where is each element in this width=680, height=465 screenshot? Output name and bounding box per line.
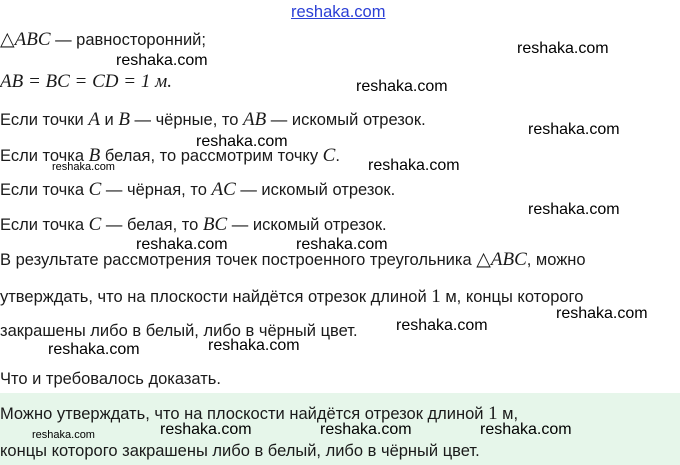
watermark: reshaka.com	[296, 236, 388, 253]
line-conclusion-1: В результате рассмотрения точек построенного треугольника △ABC, можно	[0, 249, 586, 270]
line-equal-sides: AB = BC = CD = 1 м.	[0, 71, 172, 92]
line-conclusion-3: закрашены либо в белый, либо в чёрный цвет.	[0, 322, 358, 340]
watermark: reshaka.com	[480, 421, 572, 438]
line-case-c-white: Если точка C — белая, то BC — искомый отрезок.	[0, 214, 387, 235]
watermark: reshaka.com	[356, 78, 448, 95]
site-link[interactable]: reshaka.com	[291, 3, 386, 21]
watermark: reshaka.com	[32, 429, 95, 441]
line-case-c-black: Если точка C — чёрная, то AC — искомый отрезок.	[0, 179, 396, 200]
watermark: reshaka.com	[136, 236, 228, 253]
watermark: reshaka.com	[48, 341, 140, 358]
watermark: reshaka.com	[116, 52, 208, 69]
watermark: reshaka.com	[160, 421, 252, 438]
line-triangle-equilateral: △ABC — равносторонний;	[0, 29, 206, 50]
watermark: reshaka.com	[208, 337, 300, 354]
watermark: reshaka.com	[320, 421, 412, 438]
watermark: reshaka.com	[368, 157, 460, 174]
watermark: reshaka.com	[52, 161, 115, 173]
line-conclusion-2: утверждать, что на плоскости найдётся отрезок длиной 1 м, концы которого	[0, 286, 584, 307]
watermark: reshaka.com	[517, 40, 609, 57]
watermark: reshaka.com	[556, 305, 648, 322]
watermark: reshaka.com	[196, 133, 288, 150]
watermark: reshaka.com	[396, 317, 488, 334]
line-case-b-white: Если точка B белая, то рассмотрим точку C.	[0, 145, 340, 166]
watermark: reshaka.com	[528, 201, 620, 218]
answer-line-1: Можно утверждать, что на плоскости найдётся отрезок длиной 1 м,	[0, 403, 519, 424]
answer-line-2: концы которого закрашены либо в белый, либо в чёрный цвет.	[0, 442, 480, 460]
watermark: reshaka.com	[528, 121, 620, 138]
line-case-ab-black: Если точки A и B — чёрные, то AB — искомый отрезок.	[0, 109, 426, 130]
line-qed: Что и требовалось доказать.	[0, 370, 221, 388]
